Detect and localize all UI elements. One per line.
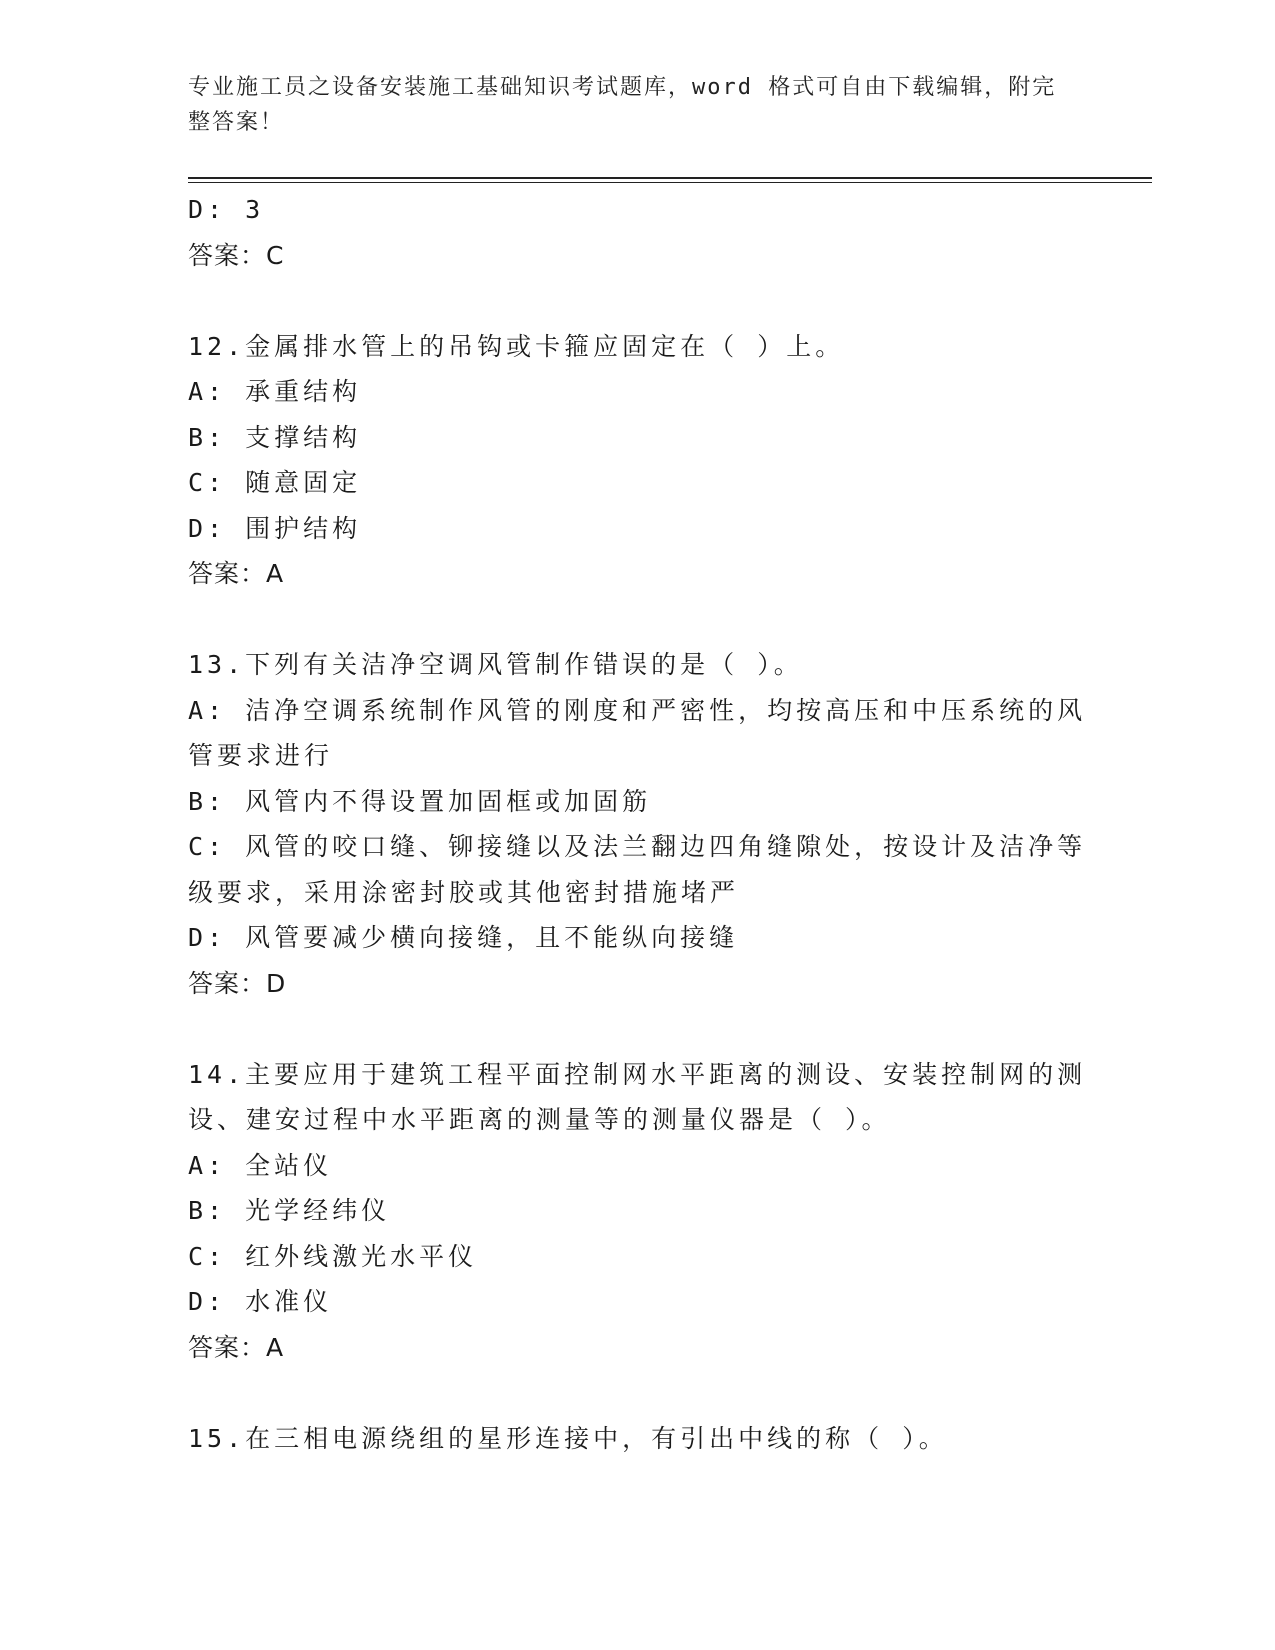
option-a: A: 承重结构 — [188, 377, 362, 406]
question-15 — [188, 1416, 1088, 1462]
question-stem: 14.主要应用于建筑工程平面控制网水平距离的测设、安装控制网的测设、建安过程中水平距离的测量等的测量仪器是（ ）。 — [188, 1059, 1087, 1134]
spacer — [188, 278, 1088, 324]
option-b: B: 支撑结构 — [188, 422, 362, 452]
option-c: C: 红外线激光水平仪 — [188, 1241, 478, 1271]
spacer — [188, 597, 1088, 643]
answer-line: 答案：C — [188, 240, 285, 270]
spacer — [188, 1370, 1088, 1416]
question-12 — [188, 324, 1088, 597]
previous-question-tail — [188, 187, 1088, 278]
spacer — [188, 1006, 1088, 1052]
option-c: C: 随意固定 — [188, 468, 362, 497]
answer-line: 答案：A — [188, 1332, 285, 1362]
option-d: D: 3 — [188, 195, 265, 224]
question-list — [188, 187, 1088, 1461]
option-a: A: 洁净空调系统制作风管的刚度和严密性，均按高压和中压系统的风管要求进行 — [188, 695, 1087, 770]
question-13 — [188, 642, 1088, 1006]
answer-line: 答案：A — [188, 559, 285, 588]
option-a: A: 全站仪 — [188, 1150, 333, 1180]
option-d: D: 水准仪 — [188, 1287, 333, 1316]
question-stem: 12.金属排水管上的吊钩或卡箍应固定在（ ）上。 — [188, 331, 845, 361]
header-rule-thick — [188, 177, 1152, 179]
question-stem: 15.在三相电源绕组的星形连接中，有引出中线的称（ ）。 — [188, 1423, 948, 1453]
document-header — [188, 70, 1068, 140]
option-d: D: 围护结构 — [188, 513, 362, 543]
question-stem: 13.下列有关洁净空调风管制作错误的是（ ）。 — [188, 650, 803, 679]
header-rule-thin — [188, 182, 1152, 183]
option-b: B: 光学经纬仪 — [188, 1196, 391, 1225]
header-text: 专业施工员之设备安装施工基础知识考试题库，word 格式可自由下载编辑，附完整答案！ — [188, 75, 1057, 135]
answer-line: 答案：D — [188, 968, 287, 998]
question-14 — [188, 1052, 1088, 1371]
option-b: B: 风管内不得设置加固框或加固筋 — [188, 786, 652, 816]
option-c: C: 风管的咬口缝、铆接缝以及法兰翻边四角缝隙处，按设计及洁净等级要求，采用涂密封胶或其他密封措施堵严 — [188, 832, 1087, 907]
option-d: D: 风管要减少横向接缝，且不能纵向接缝 — [188, 923, 739, 952]
